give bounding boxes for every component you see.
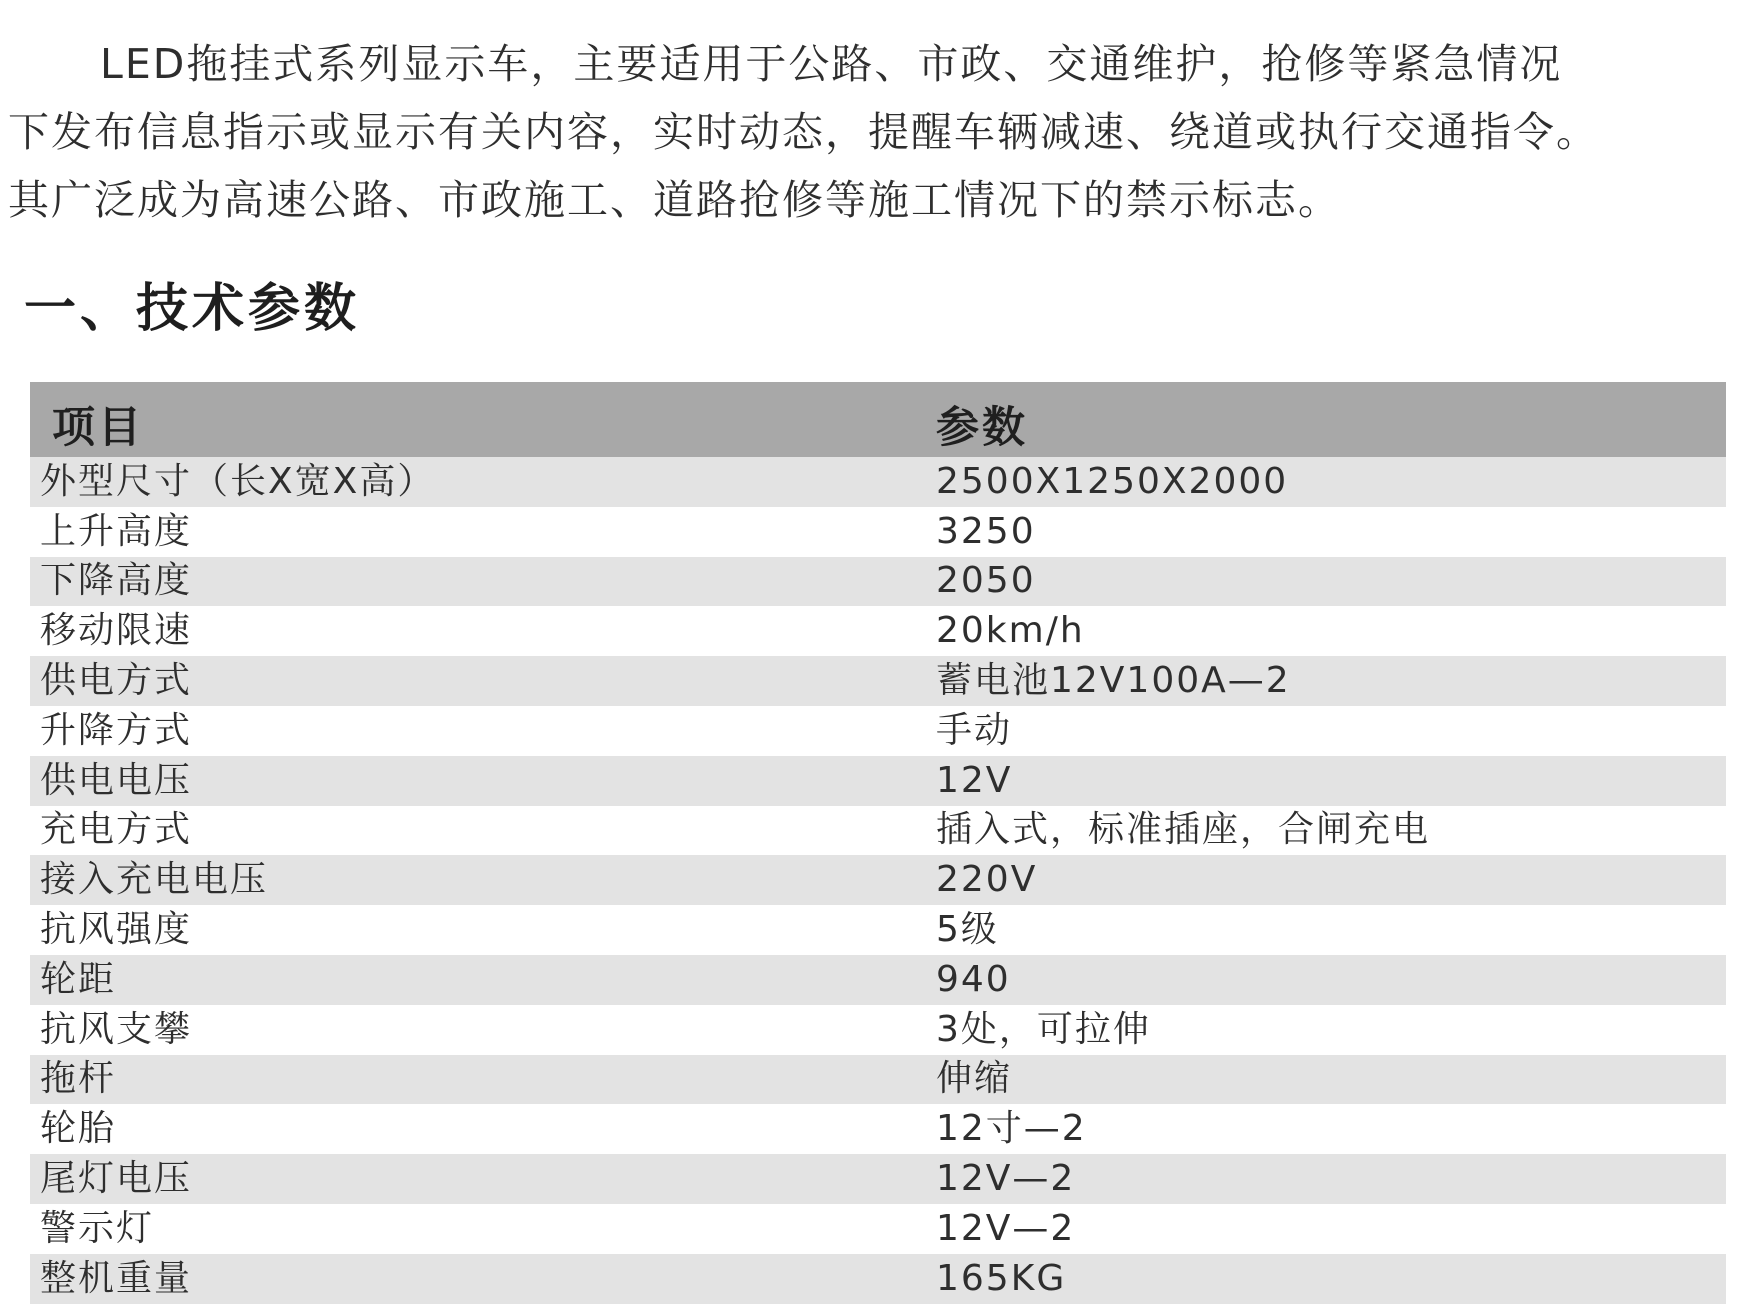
section-title: 一、技术参数 xyxy=(24,279,361,339)
row-item-label: 轮距 xyxy=(40,958,117,1000)
table-row xyxy=(30,1154,1726,1204)
table-row xyxy=(30,457,1726,507)
row-item-value: 2500X1250X2000 xyxy=(936,460,1289,502)
table-row xyxy=(30,905,1726,955)
row-item-value: 伸缩 xyxy=(936,1058,1013,1100)
spec-table-body xyxy=(30,457,1726,1304)
intro-line-3: 其广泛成为高速公路、市政施工、道路抢修等施工情况下的禁示标志。 xyxy=(8,176,1341,224)
row-item-label: 供电电压 xyxy=(40,759,193,801)
row-item-label: 移动限速 xyxy=(40,610,193,652)
table-row xyxy=(30,1254,1726,1304)
row-item-label: 外型尺寸（长X宽X高） xyxy=(40,460,436,502)
row-item-label: 拖杆 xyxy=(40,1058,117,1100)
row-item-value: 3250 xyxy=(936,510,1036,552)
row-item-value: 5级 xyxy=(936,909,999,951)
intro-line-2: 下发布信息指示或显示有关内容，实时动态，提醒车辆减速、绕道或执行交通指令。 xyxy=(8,108,1599,156)
row-item-value: 12V xyxy=(936,759,1013,801)
row-item-value: 20km/h xyxy=(936,610,1085,652)
table-row xyxy=(30,1204,1726,1254)
table-row xyxy=(30,955,1726,1005)
row-item-value: 插入式，标准插座，合闸充电 xyxy=(936,809,1431,851)
column-header-param: 参数 xyxy=(936,403,1028,453)
table-row xyxy=(30,855,1726,905)
table-row xyxy=(30,706,1726,756)
row-item-label: 上升高度 xyxy=(40,510,193,552)
row-item-value: 165KG xyxy=(936,1257,1067,1299)
row-item-label: 供电方式 xyxy=(40,660,193,702)
intro-paragraph xyxy=(8,30,1748,234)
row-item-value: 940 xyxy=(936,958,1011,1000)
row-item-label: 充电方式 xyxy=(40,809,193,851)
row-item-label: 整机重量 xyxy=(40,1257,193,1299)
table-row xyxy=(30,507,1726,557)
table-row xyxy=(30,606,1726,656)
row-item-label: 警示灯 xyxy=(40,1207,155,1249)
row-item-label: 接入充电电压 xyxy=(40,859,269,901)
row-item-value: 手动 xyxy=(936,709,1013,751)
table-row xyxy=(30,656,1726,706)
intro-line-1: LED拖挂式系列显示车，主要适用于公路、市政、交通维护，抢修等紧急情况 xyxy=(100,40,1563,88)
row-item-value: 12V—2 xyxy=(936,1158,1076,1200)
table-header-row xyxy=(30,382,1726,457)
row-item-value: 3处，可拉伸 xyxy=(936,1008,1151,1050)
row-item-label: 尾灯电压 xyxy=(40,1158,193,1200)
table-row xyxy=(30,806,1726,856)
row-item-value: 220V xyxy=(936,859,1038,901)
spec-table xyxy=(30,382,1726,1304)
row-item-value: 12寸—2 xyxy=(936,1108,1087,1150)
row-item-label: 升降方式 xyxy=(40,709,193,751)
table-row xyxy=(30,1055,1726,1105)
row-item-label: 轮胎 xyxy=(40,1108,117,1150)
row-item-label: 下降高度 xyxy=(40,560,193,602)
row-item-value: 2050 xyxy=(936,560,1036,602)
row-item-value: 12V—2 xyxy=(936,1207,1076,1249)
table-row xyxy=(30,1104,1726,1154)
row-item-value: 蓄电池12V100A—2 xyxy=(936,660,1291,702)
row-item-label: 抗风支攀 xyxy=(40,1008,193,1050)
table-row xyxy=(30,557,1726,607)
column-header-item: 项目 xyxy=(52,403,144,453)
table-row xyxy=(30,1005,1726,1055)
row-item-label: 抗风强度 xyxy=(40,909,193,951)
table-row xyxy=(30,756,1726,806)
